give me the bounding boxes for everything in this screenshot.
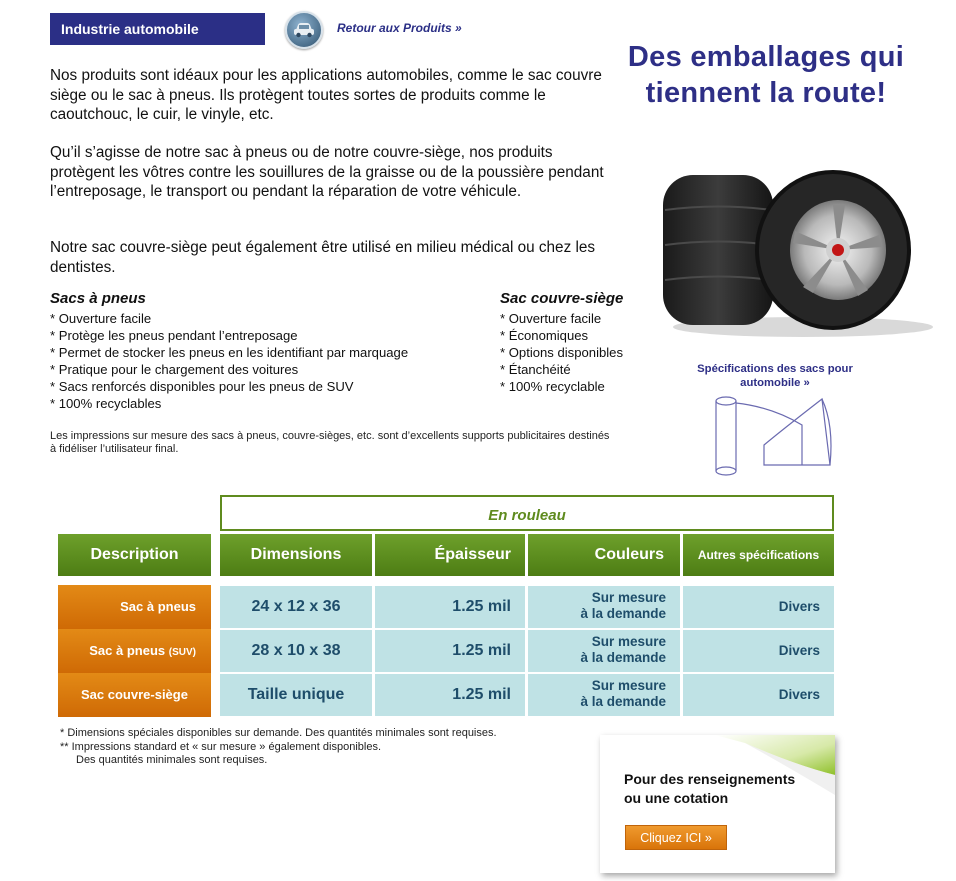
row-label-text: Sac à pneus [89,643,166,658]
specifications-link[interactable]: Spécifications des sacs pour automobile » [697,363,853,389]
seat-covers-section [500,290,623,395]
tire-bags-title: Sacs à pneus [50,290,146,307]
list-item: * Économiques [500,328,589,343]
cell-dimensions: 28 x 10 x 38 [220,630,372,672]
cell-other: Divers [683,674,834,716]
header-description: Description [58,534,211,576]
footnote-1: * Dimensions spéciales disponibles sur demande. Des quantités minimales sont requises. [60,727,497,739]
list-item: * Ouverture facile [50,311,152,326]
cell-colors-line-1: Sur mesure [591,590,666,605]
intro-paragraph-1: Nos produits sont idéaux pour les applications automobiles, comme le sac couvre siège ou le sac à pneus. Ils protègent toutes sortes de produits comme le caoutchouc, le cuir, le vinyle, etc. [50,67,602,123]
list-item: * Protège les pneus pendant l’entreposage [50,328,298,343]
cell-colors-line-1: Sur mesure [591,678,666,693]
row-label-text: Sac à pneus [120,599,196,614]
cell-dimensions: Taille unique [220,674,372,716]
cell-thickness: 1.25 mil [375,630,525,672]
back-to-products-link[interactable]: Retour aux Produits » [337,21,462,35]
cell-thickness: 1.25 mil [375,586,525,628]
cell-colors [528,586,680,628]
cell-colors-line-2: à la demande [580,694,666,709]
cell-other: Divers [683,586,834,628]
footnotes [60,727,497,768]
cell-colors-line-2: à la demande [580,650,666,665]
car-icon-button[interactable] [285,11,323,49]
headline: Des emballages qui tiennent la route! [627,41,905,109]
quote-line-1: Pour des renseignements [624,771,796,787]
row-label-seat-cover [58,673,211,717]
cell-dimensions: 24 x 12 x 36 [220,586,372,628]
intro-paragraph-3: Notre sac couvre-siège peut également être utilisé en milieu médical ou chez les dentistes. [50,239,596,276]
header-colors: Couleurs [528,534,680,576]
intro-paragraph-2: Qu’il s’agisse de notre sac à pneus ou de notre couvre-siège, nos produits protègent les vôtres contre les souillures de la graisse ou de la poussière pendant l’entreposage, le transport ou pendant la réparation de votre véhicule. [50,144,604,200]
quote-request-box [600,735,835,873]
click-here-button[interactable]: Cliquez ICI » [625,825,727,850]
tires-image [653,155,933,340]
section-tab: Industrie automobile [50,13,265,45]
seat-covers-list [500,310,623,395]
car-icon [293,22,315,38]
list-item: * 100% recyclable [500,379,605,394]
seat-covers-title: Sac couvre-siège [500,290,624,307]
footnote-3: Des quantités minimales sont requises. [76,754,268,766]
list-item: * Pratique pour le chargement des voitures [50,362,299,377]
row-label-text: Sac couvre-siège [81,687,188,702]
bag-roll-icon [712,395,836,477]
list-item: * Étanchéité [500,362,571,377]
list-item: * Ouverture facile [500,311,602,326]
cell-colors-line-2: à la demande [580,606,666,621]
tire-bags-section [50,290,408,412]
list-item: * Permet de stocker les pneus en les identifiant par marquage [50,345,409,360]
tire-bags-list [50,310,408,412]
row-label-tire-bag [58,585,211,629]
list-item: * 100% recyclables [50,396,162,411]
cell-colors [528,674,680,716]
header-dimensions: Dimensions [220,534,372,576]
footnote-2: ** Impressions standard et « sur mesure » également disponibles. [60,740,382,753]
cell-colors-line-1: Sur mesure [591,634,666,649]
quote-text [624,770,824,808]
cell-thickness: 1.25 mil [375,674,525,716]
list-item: * Options disponibles [500,345,624,360]
header-other-specs: Autres spécifications [683,534,834,576]
custom-print-note: Les impressions sur mesure des sacs à pneus, couvre-sièges, etc. sont d’excellents supports publicitaires destinés à fidéliser l’utilisateur final. [50,430,610,455]
quote-line-2: ou une cotation [624,790,729,806]
row-label-suffix: (SUV) [168,647,196,658]
group-header-label: En rouleau [488,507,566,524]
cell-other: Divers [683,630,834,672]
row-label-tire-bag-suv [58,629,211,673]
header-thickness: Épaisseur [375,534,525,576]
list-item: * Sacs renforcés disponibles pour les pneus de SUV [50,379,354,394]
cell-colors [528,630,680,672]
